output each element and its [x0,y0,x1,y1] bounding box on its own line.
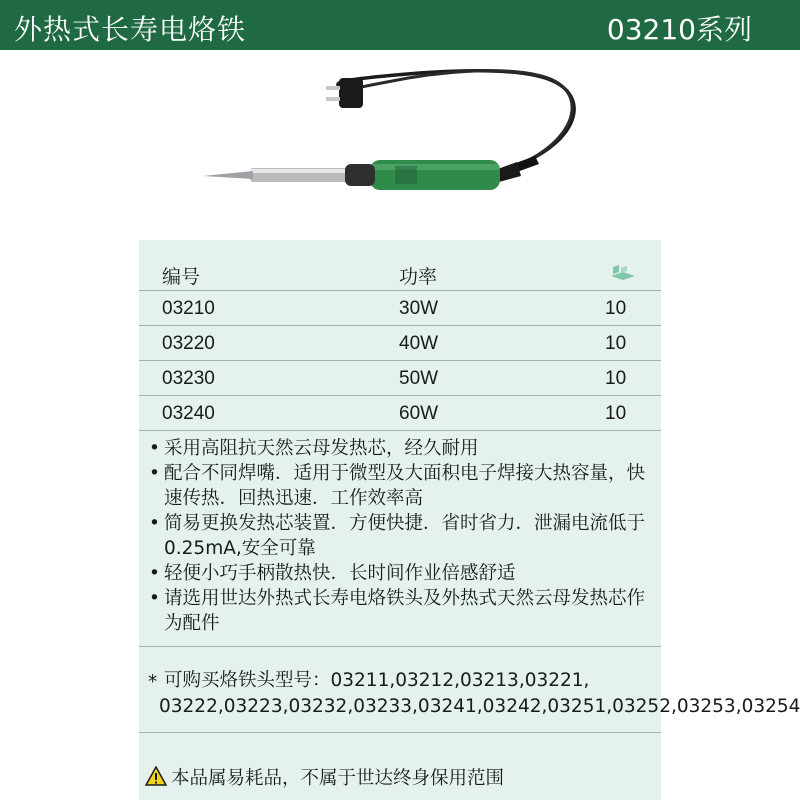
power-value: 60W [399,403,439,424]
product-code: 03220 [162,333,215,354]
feature-item: • 轻便小巧手柄散热快．长时间作业倍感舒适 [149,563,516,584]
quantity-value: 10 [605,298,627,319]
spec-panel [139,240,800,800]
table-row [139,291,661,326]
consumable-notice [145,764,504,790]
table-row [139,326,661,361]
quantity-value: 10 [605,333,627,354]
page-title: 外热式长寿电烙铁 [14,13,247,46]
table-row [139,361,661,396]
soldering-iron-photo [195,60,605,210]
package-quantity-icon [609,264,637,282]
table-row [139,396,661,431]
table-header-row [139,252,661,291]
column-header-power: 功率 [399,267,438,288]
power-value: 40W [399,333,439,354]
feature-item: • 请选用世达外热式长寿电烙铁头及外热式天然云母发热芯作为配件 [149,588,646,634]
product-code: 03230 [162,368,215,389]
product-code: 03210 [162,298,215,319]
column-header-code: 编号 [162,267,201,288]
bullet-icon: • [149,513,160,534]
power-value: 50W [399,368,439,389]
feature-item: • 简易更换发热芯装置．方便快捷．省时省力．泄漏电流低于0.25mA,安全可靠 [149,513,646,559]
feature-item: • 采用高阻抗天然云母发热芯，经久耐用 [149,438,479,459]
warning-icon [145,766,167,786]
notice-text: 本品属易耗品，不属于世达终身保用范围 [171,768,505,789]
replacement-tips-models: 03222,03223,03232,03233,03241,03242,03251,03252,03253,03254 [159,696,800,717]
series-label: 03210系列 [606,13,752,46]
feature-item: • 配合不同焊嘴．适用于微型及大面积电子焊接大热容量，快速传热．回热迅速．工作效率高 [149,463,646,509]
quantity-value: 10 [605,368,627,389]
quantity-value: 10 [605,403,627,424]
spec-table [139,252,661,431]
replacement-tips-heading: * 可购买烙铁头型号：03211,03212,03213,03221, [139,668,661,694]
asterisk-mark: * [148,672,158,693]
power-value: 30W [399,298,439,319]
product-code: 03240 [162,403,215,424]
bullet-icon: • [149,438,160,459]
feature-list [139,436,661,647]
replacement-tips-section [139,668,800,733]
bullet-icon: • [149,463,160,484]
bullet-icon: • [149,563,160,584]
header-bar [0,0,800,50]
bullet-icon: • [149,588,160,609]
